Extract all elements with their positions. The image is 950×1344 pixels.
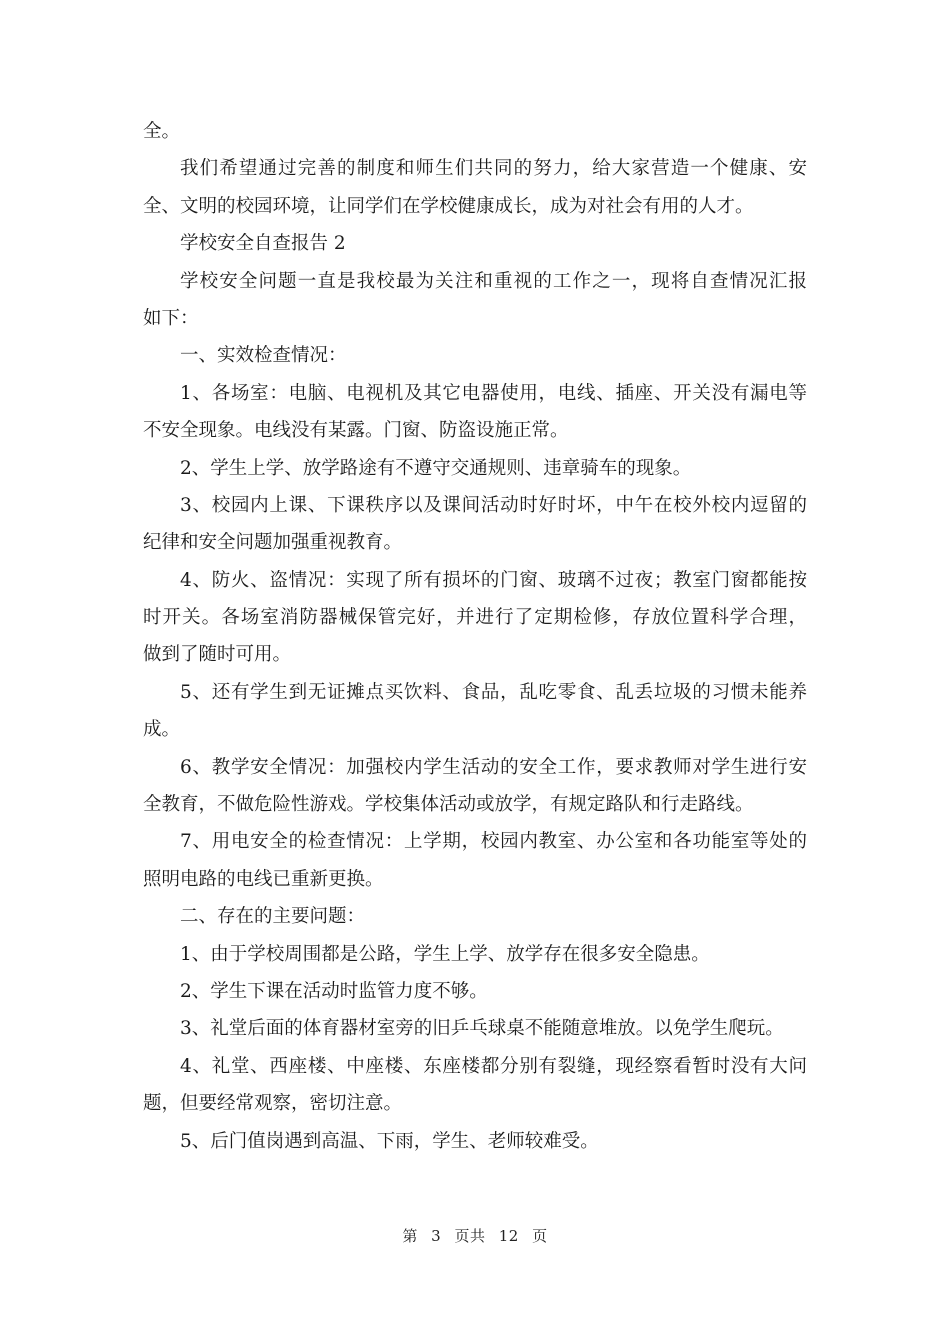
text-line: 7、用电安全的检查情况：上学期，校园内教室、办公室和各功能室等处的 (180, 831, 807, 853)
text-line: 时开关。各场室消防器械保管完好，并进行了定期检修，存放位置科学合理， (143, 607, 807, 629)
text-line: 二、存在的主要问题： (180, 906, 366, 928)
text-line: 学校安全问题一直是我校最为关注和重视的工作之一，现将自查情况汇报 (180, 270, 807, 292)
text-line: 2、学生上学、放学路途有不遵守交通规则、违章骑车的现象。 (180, 457, 692, 479)
text-line: 照明电路的电线已重新更换。 (143, 868, 384, 890)
text-line: 学校安全自查报告 2 (180, 233, 346, 255)
page-footer (0, 1226, 950, 1246)
text-line: 3、礼堂后面的体育器材室旁的旧乒乓球桌不能随意堆放。以免学生爬玩。 (180, 1018, 784, 1040)
text-line: 1、由于学校周围都是公路，学生上学、放学存在很多安全隐患。 (180, 943, 710, 965)
footer-suffix: 页 (532, 1227, 548, 1245)
text-line: 2、学生下课在活动时监管力度不够。 (180, 980, 488, 1002)
text-line: 5、后门值岗遇到高温、下雨，学生、老师较难受。 (180, 1130, 599, 1152)
text-line: 5、还有学生到无证摊点买饮料、食品，乱吃零食、乱丢垃圾的习惯未能养 (180, 681, 807, 703)
text-line: 如下： (143, 307, 199, 329)
text-line: 6、教学安全情况：加强校内学生活动的安全工作，要求教师对学生进行安 (180, 756, 807, 778)
text-line: 做到了随时可用。 (143, 644, 292, 666)
text-line: 成。 (143, 719, 181, 741)
footer-prefix: 第 (402, 1227, 418, 1245)
text-line: 纪律和安全问题加强重视教育。 (143, 532, 403, 554)
text-line: 一、实效检查情况： (180, 345, 347, 367)
footer-current-page: 3 (431, 1227, 442, 1245)
text-line: 题，但要经常观察，密切注意。 (143, 1093, 403, 1115)
text-line: 3、校园内上课、下课秩序以及课间活动时好时坏，中午在校外校内逗留的 (180, 494, 807, 516)
text-line: 1、各场室：电脑、电视机及其它电器使用，电线、插座、开关没有漏电等 (180, 382, 807, 404)
text-line: 4、防火、盗情况：实现了所有损坏的门窗、玻璃不过夜；教室门窗都能按 (180, 569, 807, 591)
footer-middle: 页共 (454, 1227, 486, 1245)
text-line: 不安全现象。电线没有某露。门窗、防盗设施正常。 (143, 420, 569, 442)
text-line: 我们希望通过完善的制度和师生们共同的努力，给大家营造一个健康、安 (180, 158, 807, 180)
text-line: 全。 (143, 121, 181, 142)
document-body (143, 113, 807, 1160)
text-line: 全、文明的校园环境，让同学们在学校健康成长，成为对社会有用的人才。 (143, 195, 754, 217)
footer-total-pages: 12 (498, 1227, 519, 1245)
text-line: 全教育，不做危险性游戏。学校集体活动或放学，有规定路队和行走路线。 (143, 794, 754, 816)
text-line: 4、礼堂、西座楼、中座楼、东座楼都分别有裂缝，现经察看暂时没有大问 (180, 1055, 807, 1077)
